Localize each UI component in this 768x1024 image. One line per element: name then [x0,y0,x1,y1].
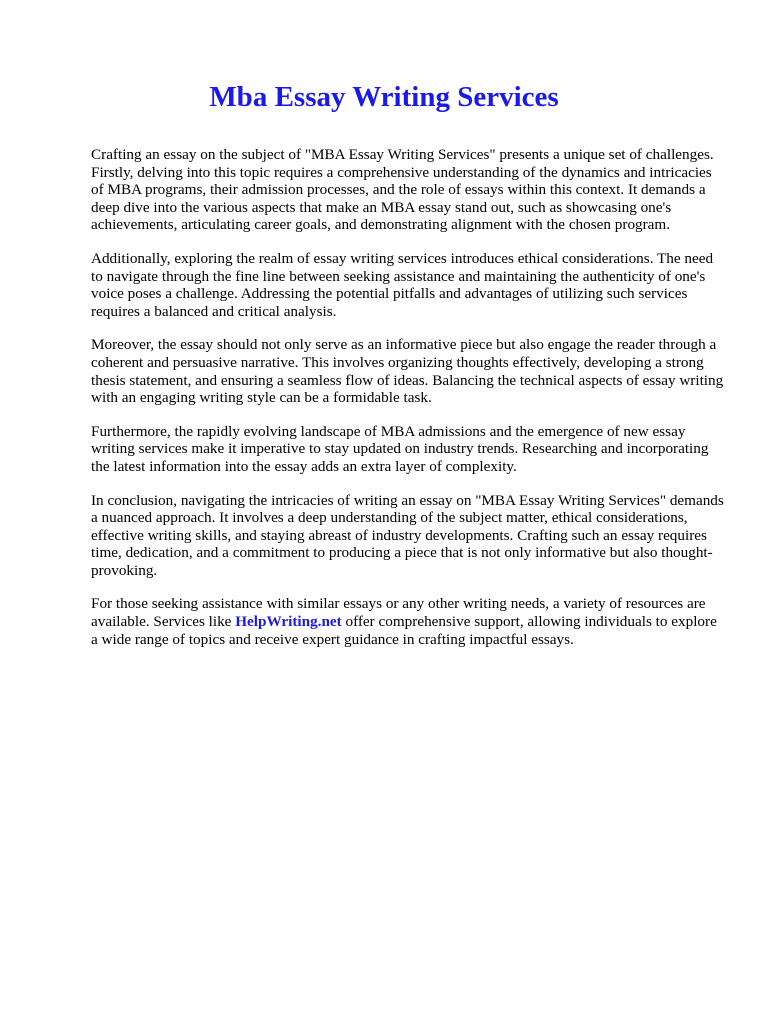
paragraph-5: In conclusion, navigating the intricacies of writing an essay on "MBA Essay Writing Services" demands a nuanced approach. It involves a deep understanding of the subject matter, ethical considerations, effective writing skills, and staying abreast of industry developments. Crafting such an essay requires time, dedication, and a commitment to producing a piece that is not only informative but also thought-provoking. [91,491,724,579]
paragraph-4: Furthermore, the rapidly evolving landscape of MBA admissions and the emergence of new essay writing services make it imperative to stay updated on industry trends. Researching and incorporating the latest information into the essay adds an extra layer of complexity. [91,422,709,475]
page-title: Mba Essay Writing Services [209,81,559,113]
paragraph-3: Moreover, the essay should not only serve as an informative piece but also engage the reader through a coherent and persuasive narrative. This involves organizing thoughts effectively, developing a strong thesis statement, and ensuring a seamless flow of ideas. Balancing the technical aspects of essay writing with an engaging writing style can be a formidable task. [91,336,724,407]
paragraph-6 [91,595,727,648]
document-body [91,146,727,664]
paragraph-6-before-link: For those seeking assistance with similar essays or any other writing needs, a variety of resources are available. Services like [91,595,706,631]
paragraph-1: Crafting an essay on the subject of "MBA Essay Writing Services" presents a unique set of challenges. Firstly, delving into this topic requires a comprehensive understanding of the dynamics and intricacies of MBA programs, their admission processes, and the role of essays within this context. It demands a deep dive into the various aspects that make an MBA essay stand out, such as showcasing one's achievements, articulating career goals, and demonstrating alignment with the chosen program. [91,146,714,234]
paragraph-6-after-link: offer comprehensive support, allowing individuals to explore a wide range of topics and receive expert guidance in crafting impactful essays. [91,613,717,648]
paragraph-2: Additionally, exploring the realm of essay writing services introduces ethical considerations. The need to navigate through the fine line between seeking assistance and maintaining the authenticity of one's voice poses a challenge. Addressing the potential pitfalls and advantages of utilizing such services requires a balanced and critical analysis. [91,249,714,320]
helpwriting-link[interactable]: HelpWriting.net [235,613,342,631]
